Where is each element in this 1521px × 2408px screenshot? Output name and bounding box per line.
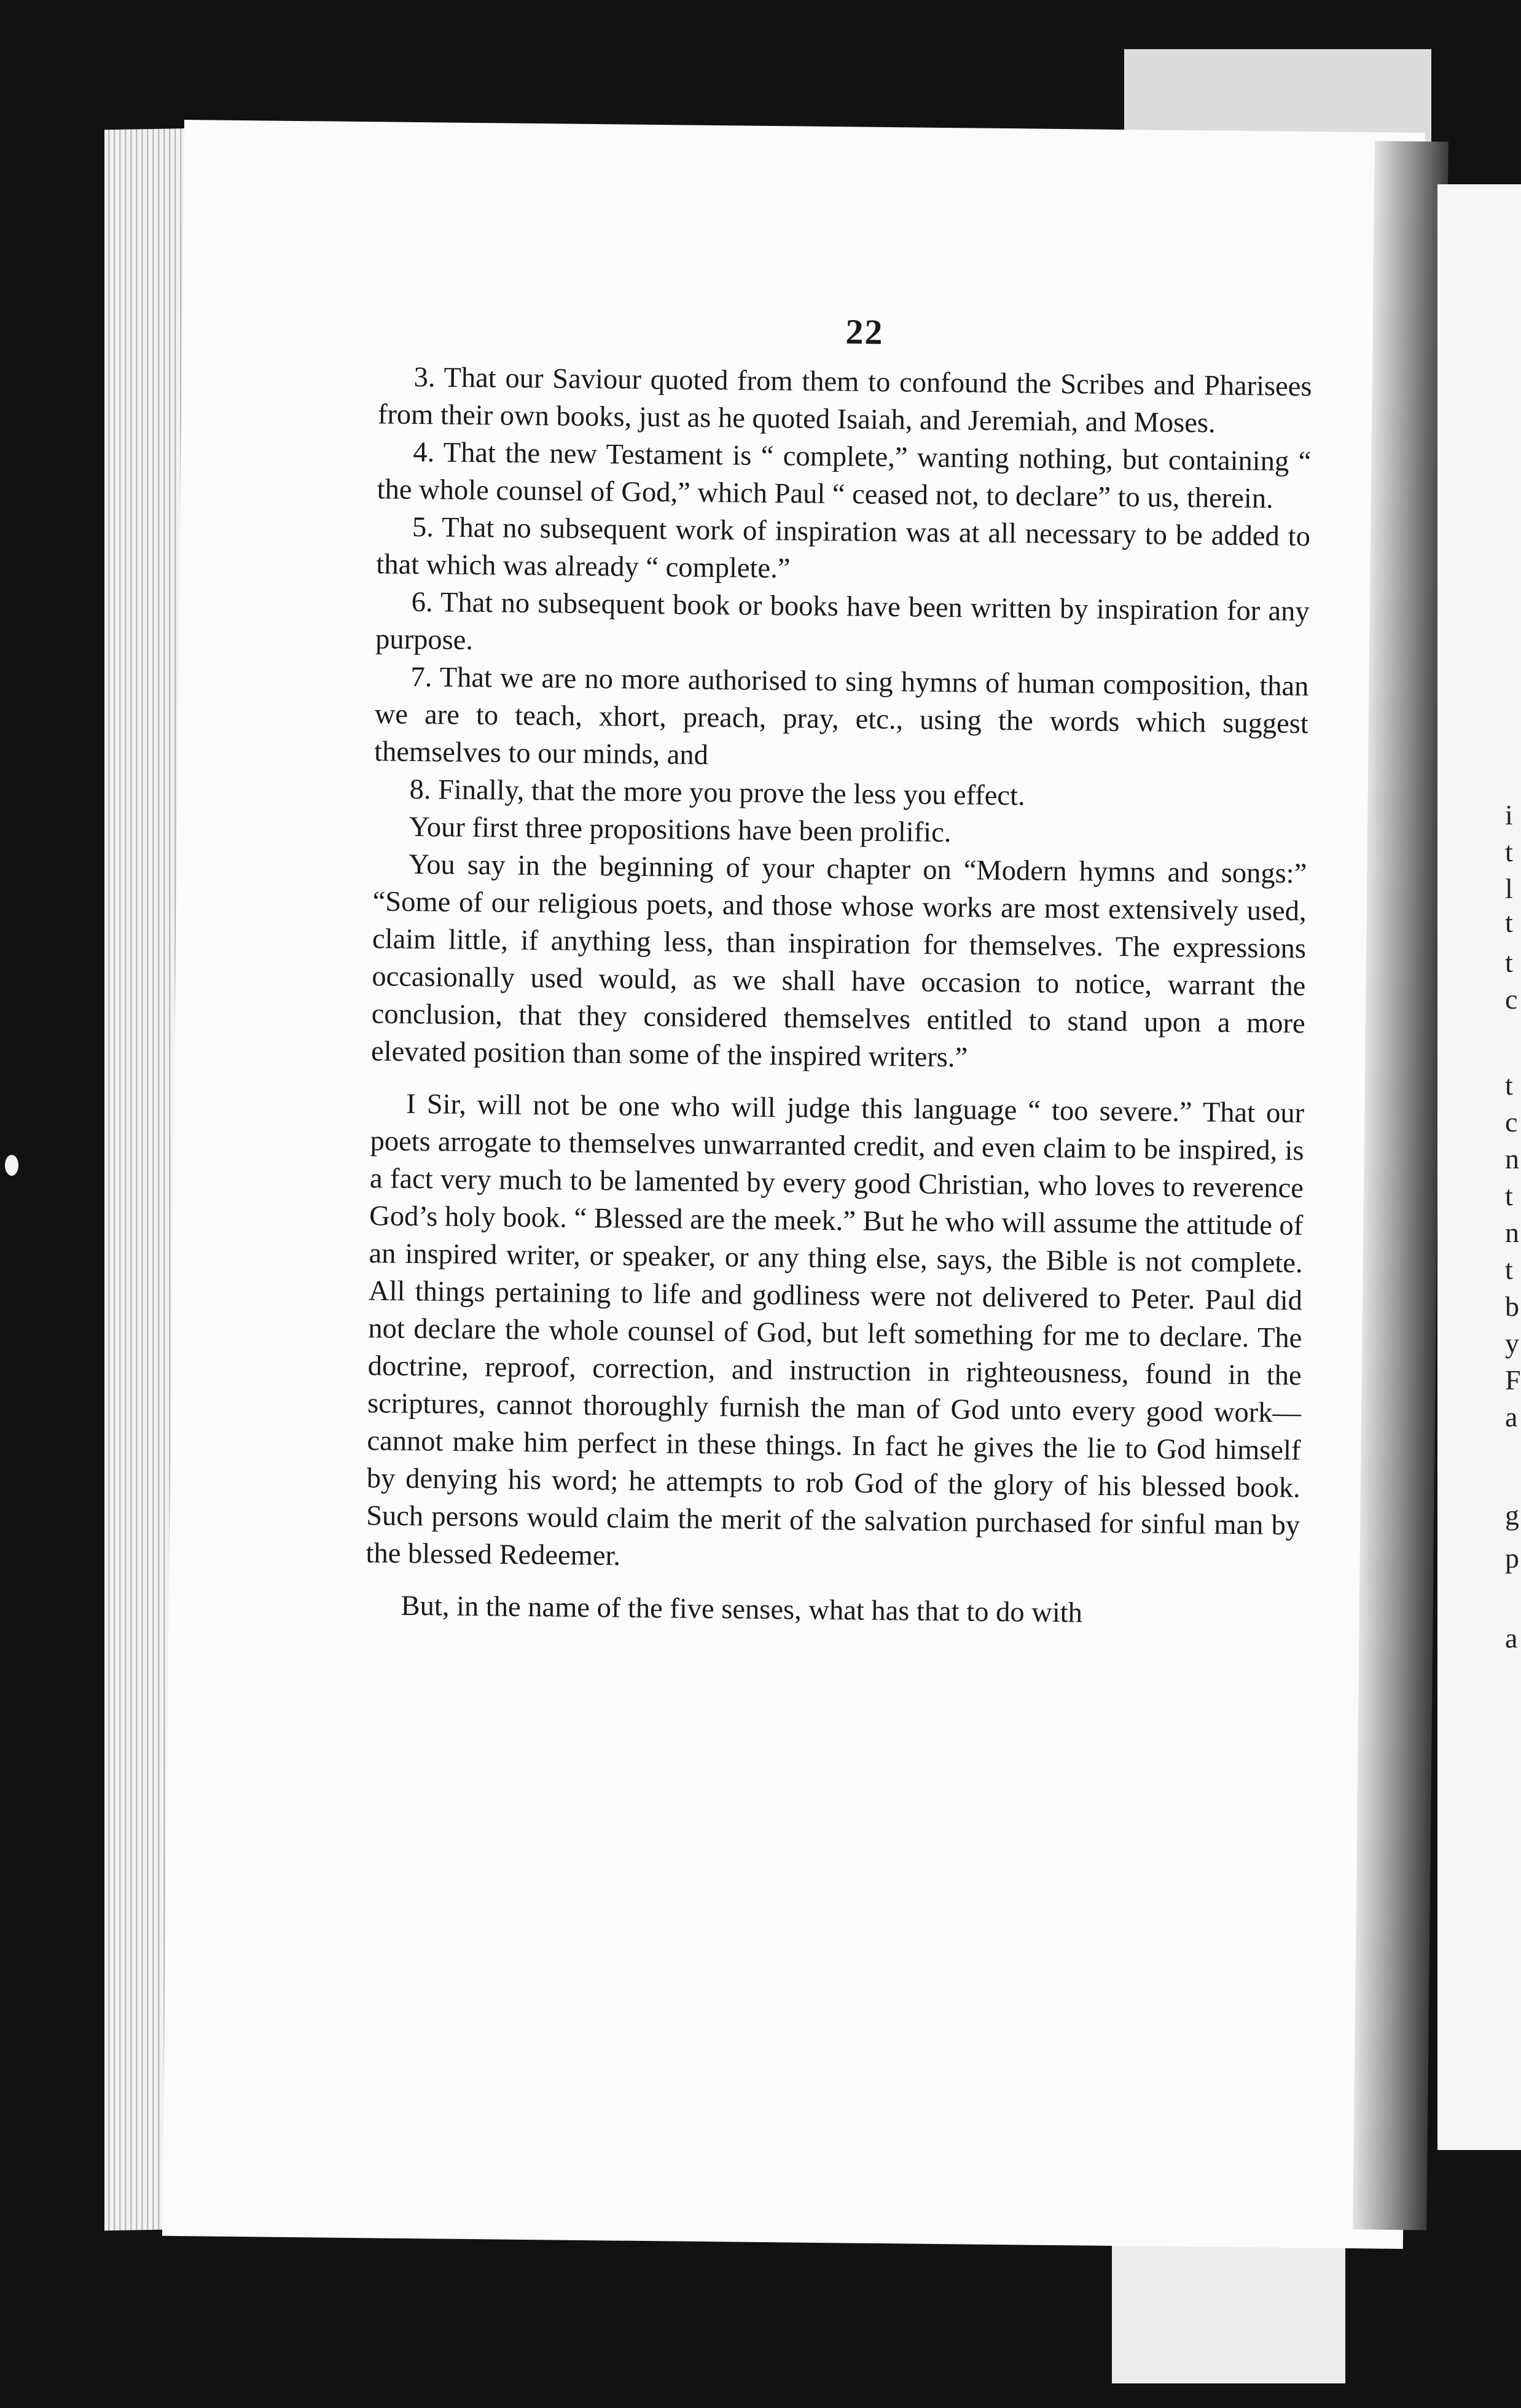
paragraph: You say in the beginning of your chapter on “Modern hymns and songs:” “Some of our religious poets, and those whose works are most extensively used, claim little, if anything less, than inspiration for themselves. The expressions occasionally used would, as we shall have occasion to notice, warrant the conclusion, that they considered themselves entitled to stand upon a more elevated position than some of the inspired writers.” [370, 848, 1307, 1074]
facing-page-fragment: a [1505, 1401, 1518, 1433]
paragraph: But, in the name of the five senses, what has that to do with [401, 1590, 1083, 1629]
facing-page-fragment: n [1505, 1217, 1519, 1248]
facing-page [1437, 184, 1521, 2150]
paragraph: Your first three propositions have been prolific. [409, 811, 952, 849]
facing-page-fragment: t [1505, 907, 1513, 938]
scan-artifact [5, 1155, 18, 1176]
book-page [162, 120, 1425, 2249]
paragraph: I Sir, will not be one who will judge this language “ too severe.” That our poets arrogate to themselves unwarranted credit, and even claim to be inspired, is a fact very much to be lamented by every good Christian, who loves to reverence God’s holy book. “ Blessed are the meek.” But he who will assume the attitude of an inspired writer, or speaker, or any thing else, says, the Bible is not complete. All things pertaining to life and godliness were not delivered to Peter. Paul did not declare the whole counsel of God, but left something for me to declare. The doctrine, reproof, correction, and instruction in righteousness, found in the scriptures, cannot thoroughly furnish the man of God unto every good work—cannot make him perfect in these things. In fact he gives the lie to God himself by denying his word; he attempts to rob God of the glory of his blessed book. Such persons would claim the merit of the salvation purchased for sinful man by the blessed Redeemer. [366, 1088, 1305, 1572]
facing-page-fragment: F [1505, 1364, 1521, 1396]
facing-page-fragment: c [1505, 983, 1518, 1015]
facing-page-fragment: b [1505, 1291, 1519, 1322]
paragraph: 4. That the new Testament is “ complete,” wanting nothing, but containing “ the whole counsel of God,” which Paul “ ceased not, to declare” to us, therein. [377, 436, 1312, 515]
facing-page-fragment: t [1505, 947, 1513, 978]
paragraph: 5. That no subsequent work of inspiration was at all necessary to be added to that which was already “ complete.” [376, 511, 1311, 585]
paragraph: 7. That we are no more authorised to sing hymns of human composition, than we are to teach, xhort, preach, pray, etc., using the words which suggest themselves to our minds, and [373, 661, 1309, 771]
facing-page-fragment: t [1505, 836, 1513, 867]
facing-page-fragment: a [1505, 1622, 1518, 1654]
facing-page-fragment: i [1505, 799, 1513, 831]
body-text [365, 358, 1312, 1634]
facing-page-fragment: t [1505, 1069, 1513, 1101]
paragraph: 3. That our Saviour quoted from them to confound the Scribes and Pharisees from their own books, just as he quoted Isaiah, and Jeremiah, and Moses. [377, 361, 1312, 439]
facing-page-fragment: y [1505, 1327, 1519, 1359]
facing-page-fragment: p [1505, 1542, 1519, 1574]
paragraph: 6. That no subsequent book or books have been written by inspiration for any purpose. [375, 586, 1310, 656]
facing-page-fragment: t [1505, 1254, 1513, 1285]
paragraph: 8. Finally, that the more you prove the less you effect. [409, 773, 1025, 812]
facing-page-fragment: c [1505, 1106, 1518, 1138]
facing-page-fragment: n [1505, 1143, 1519, 1175]
facing-page-fragment: l [1505, 873, 1513, 904]
page-number: 22 [845, 311, 884, 352]
facing-page-fragment: t [1505, 1180, 1513, 1211]
facing-page-fragment: g [1505, 1499, 1519, 1531]
